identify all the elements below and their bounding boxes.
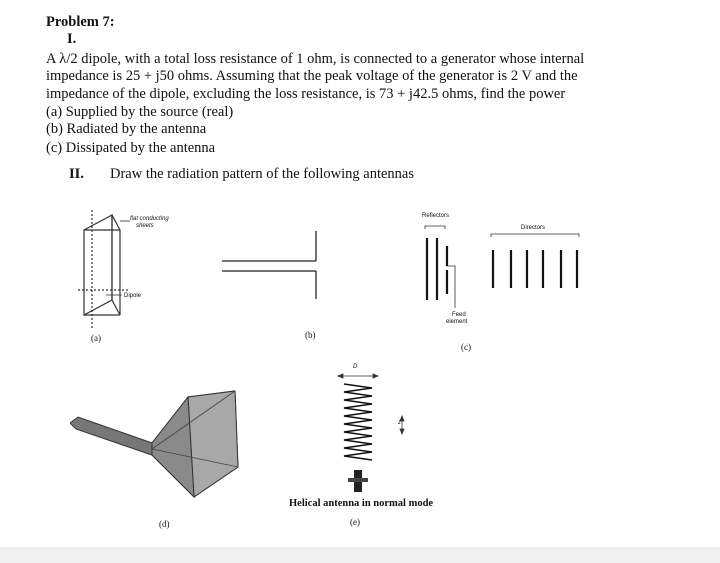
fig-a-sheets-label-2: sheets (136, 223, 154, 229)
figure-d-horn (70, 385, 245, 510)
fig-c-directors-label: Directors (521, 225, 546, 231)
fig-e-d-label: D (353, 364, 358, 370)
problem-title: Problem 7: (46, 14, 115, 30)
problem-line-2: impedance is 25 + j50 ohms. Assuming that the peak voltage of the generator is 2 V and the (46, 68, 578, 84)
fig-a-dipole-label: Dipole (124, 293, 142, 299)
fig-e-z-label: z (398, 420, 401, 426)
part1-label: I. (67, 31, 77, 47)
fig-c-caption: (c) (461, 342, 471, 352)
figure-e-helix (330, 370, 420, 495)
viewer-bottom-bar (0, 547, 720, 563)
fig-c-feed-label-2: element (446, 319, 468, 325)
fig-d-caption: (d) (159, 519, 170, 529)
item-b: (b) Radiated by the antenna (46, 121, 207, 137)
fig-e-title: Helical antenna in normal mode (289, 498, 434, 509)
fig-c-reflectors-label: Reflectors (422, 213, 450, 219)
problem-line-1: A λ/2 dipole, with a total loss resistance of 1 ohm, is connected to a generator whose internal (46, 51, 585, 67)
fig-c-feed-label-1: Feed (452, 312, 466, 318)
problem-line-3: impedance of the dipole, excluding the loss resistance, is 73 + j42.5 ohms, find the power (46, 86, 566, 102)
fig-a-caption: (a) (91, 333, 101, 343)
part2-label: II. (69, 166, 84, 182)
fig-e-caption: (e) (350, 517, 360, 527)
figure-b-dipole (220, 225, 330, 305)
figure-c-yagi (415, 220, 590, 315)
part2-text: Draw the radiation pattern of the following antennas (110, 166, 414, 182)
fig-b-caption: (b) (305, 330, 316, 340)
item-c: (c) Dissipated by the antenna (46, 140, 216, 156)
fig-a-sheets-label-1: flat conducting (130, 216, 169, 222)
item-a: (a) Supplied by the source (real) (46, 104, 234, 120)
